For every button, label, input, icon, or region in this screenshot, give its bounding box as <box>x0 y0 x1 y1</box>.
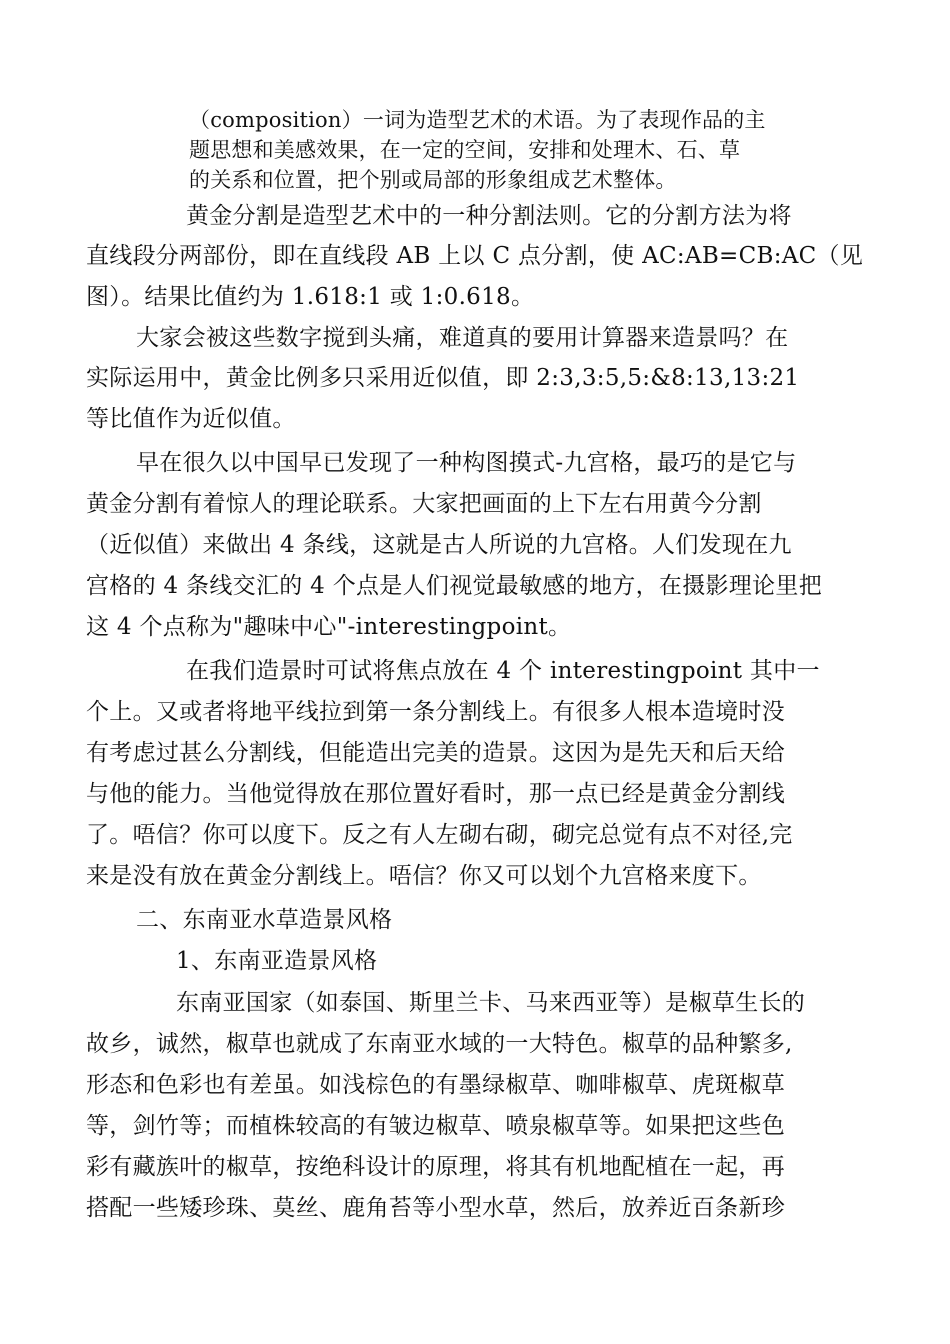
paragraph-line: 等，剑竹等；而植株较高的有皱边椒草、喷泉椒草等。如果把这些色 <box>86 1113 785 1139</box>
subsection-heading: 1、东南亚造景风格 <box>176 948 378 974</box>
section-heading: 二、东南亚水草造景风格 <box>136 907 393 933</box>
paragraph-line: 黄金分割是造型艺术中的一种分割法则。它的分割方法为将 <box>186 203 792 229</box>
paragraph-line: 东南亚国家（如泰国、斯里兰卡、马来西亚等）是椒草生长的 <box>176 990 806 1016</box>
paragraph-line: 与他的能力。当他觉得放在那位置好看时，那一点已经是黄金分割线 <box>86 781 785 807</box>
paragraph-line: 早在很久以中国早已发现了一种构图摸式-九宫格，最巧的是它与 <box>136 450 797 476</box>
paragraph-line: 有考虑过甚么分割线，但能造出完美的造景。这因为是先天和后天给 <box>86 740 785 766</box>
paragraph-line: 彩有藏族叶的椒草，按绝科设计的原理，将其有机地配植在一起，再 <box>86 1154 785 1180</box>
paragraph-line: 来是没有放在黄金分割线上。唔信？你又可以划个九宫格来度下。 <box>86 863 762 889</box>
paragraph-line: 这 4 个点称为"趣味中心"-interestingpoint。 <box>86 614 572 640</box>
paragraph-line: 实际运用中，黄金比例多只采用近似值，即 2:3,3:5,5:&8:13,13:21 <box>86 365 800 391</box>
text-line: 的关系和位置，把个别或局部的形象组成艺术整体。 <box>189 168 677 192</box>
paragraph-line: 等比值作为近似值。 <box>86 406 296 432</box>
paragraph-line: 了。唔信？你可以度下。反之有人左砌右砌，砌完总觉有点不对径,完 <box>86 822 793 848</box>
text-line: （composition）一词为造型艺术的术语。为了表现作品的主 <box>189 108 766 132</box>
paragraph-line: 图）。结果比值约为 1.618:1 或 1:0.618。 <box>86 284 535 310</box>
paragraph-line: 大家会被这些数字搅到头痛，难道真的要用计算器来造景吗？在 <box>136 325 789 351</box>
paragraph-line: 故乡，诚然，椒草也就成了东南亚水域的一大特色。椒草的品种繁多, <box>86 1031 793 1057</box>
paragraph-line: 黄金分割有着惊人的理论联系。大家把画面的上下左右用黄今分割 <box>86 491 762 517</box>
paragraph-line: （近似值）来做出 4 条线，这就是古人所说的九宫格。人们发现在九 <box>86 532 792 558</box>
paragraph-line: 搭配一些矮珍珠、莫丝、鹿角苔等小型水草，然后，放养近百条新珍 <box>86 1195 785 1221</box>
text-line: 题思想和美感效果，在一定的空间，安排和处理木、石、草 <box>189 138 741 162</box>
paragraph-line: 形态和色彩也有差虽。如浅棕色的有墨绿椒草、咖啡椒草、虎斑椒草 <box>86 1072 785 1098</box>
paragraph-line: 宫格的 4 条线交汇的 4 个点是人们视觉最敏感的地方，在摄影理论里把 <box>86 573 823 599</box>
paragraph-line: 个上。又或者将地平线拉到第一条分割线上。有很多人根本造境时没 <box>86 699 785 725</box>
paragraph-line: 在我们造景时可试将焦点放在 4 个 interestingpoint 其中一 <box>186 658 820 684</box>
paragraph-line: 直线段分两部份，即在直线段 AB 上以 C 点分割，使 AC:AB=CB:AC（见 <box>86 243 864 269</box>
